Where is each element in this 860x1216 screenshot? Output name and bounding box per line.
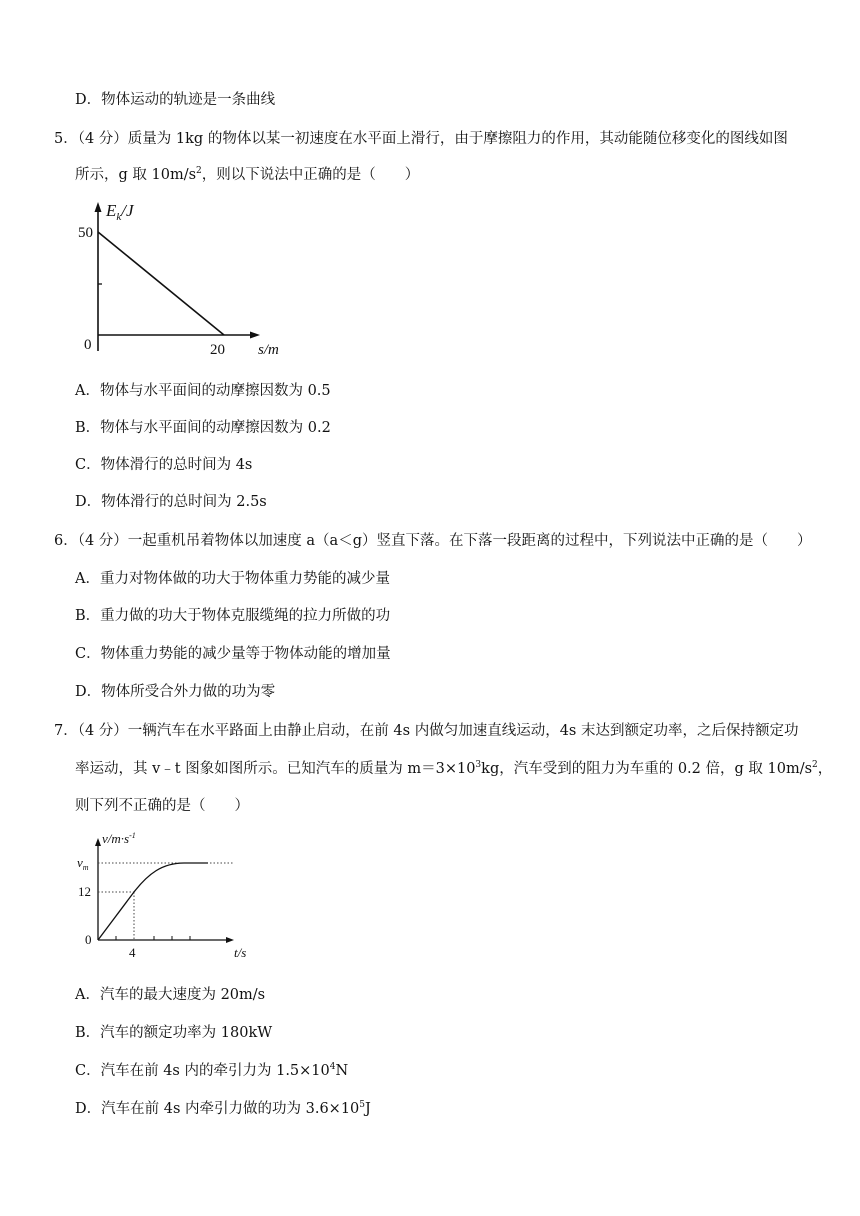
q7-x-axis-arrow (226, 937, 234, 943)
q7-x-label: t/s (234, 945, 247, 960)
q7-linear-segment (98, 892, 134, 940)
q5-option-a: A．物体与水平面间的动摩擦因数为 0.5 (75, 383, 331, 399)
q7-y-tick-label-vm: $v_m$ (77, 855, 89, 872)
q5-x-tick-label-20: 20 (210, 342, 225, 358)
q5-option-d: D．物体滑行的总时间为 2.5s (75, 494, 267, 510)
q5-data-line (98, 232, 224, 335)
q7-velocity-time-graph (78, 830, 258, 962)
q6-stem: 6．（4 分）一起重机吊着物体以加速度 a（a＜g）竖直下落。在下落一段距离的过程中，下列说法中正确的是（ ） (54, 533, 812, 549)
q7-x-tick-label-4: 4 (129, 945, 136, 960)
q5-x-label: s/m (258, 342, 279, 358)
q7-stem-line1: 7．（4 分）一辆汽车在水平路面上由静止启动，在前 4s 内做匀加速直线运动，4s 末达到额定功率，之后保持额定功 (54, 723, 799, 739)
q6-option-b: B．重力做的功大于物体克服缆绳的拉力所做的功 (75, 608, 391, 624)
q5-option-b: B．物体与水平面间的动摩擦因数为 0.2 (75, 420, 331, 436)
q7-option-d: D．汽车在前 4s 内牵引力做的功为 $3.6\times 10^5J$ (75, 1100, 371, 1117)
q7-y-axis-arrow (95, 838, 101, 846)
q7-y-label: $v/m\cdot s^{-1}$ (102, 831, 136, 846)
q7-stem-line3: 则下列不正确的是（ ） (75, 798, 249, 814)
q5-origin-label: 0 (84, 337, 92, 353)
q5-x-axis-arrow (250, 332, 260, 339)
q5-y-tick-label-50: 50 (78, 225, 93, 241)
q5-stem-line1: 5．（4 分）质量为 1kg 的物体以某一初速度在水平面上滑行，由于摩擦阻力的作用，其动能随位移变化的图线如图 (54, 131, 788, 147)
q7-curve-segment (134, 863, 208, 892)
q7-y-tick-label-12: 12 (78, 884, 91, 899)
q7-option-a: A．汽车的最大速度为 20m/s (75, 987, 266, 1003)
q5-y-label: $E_k/J$ (106, 201, 134, 223)
q5-y-axis-arrow (95, 202, 102, 212)
q7-option-b: B．汽车的额定功率为 180kW (75, 1025, 273, 1041)
q7-stem-line2: 率运动，其 v﹣t 图象如图所示。已知汽车的质量为 $m=3\times 10^3kg$，汽车受到的阻力为车重的 0.2 倍，g 取 $10m/s^2$， (75, 760, 833, 777)
q6-option-c: C．物体重力势能的减少量等于物体动能的增加量 (75, 646, 391, 662)
q5-stem-line2: 所示，g 取 $10m/s^2$，则以下说法中正确的是（ ） (75, 166, 420, 183)
q6-option-a: A．重力对物体做的功大于物体重力势能的减少量 (75, 571, 390, 587)
q7-option-c: C．汽车在前 4s 内的牵引力为 $1.5\times 10^4N$ (75, 1062, 349, 1079)
q5-option-c: C．物体滑行的总时间为 4s (75, 457, 253, 473)
q6-option-d: D．物体所受合外力做的功为零 (75, 684, 276, 700)
q5-kinetic-energy-graph (80, 196, 310, 360)
q4-option-d: D．物体运动的轨迹是一条曲线 (75, 92, 276, 108)
q7-origin-label: 0 (85, 932, 92, 947)
